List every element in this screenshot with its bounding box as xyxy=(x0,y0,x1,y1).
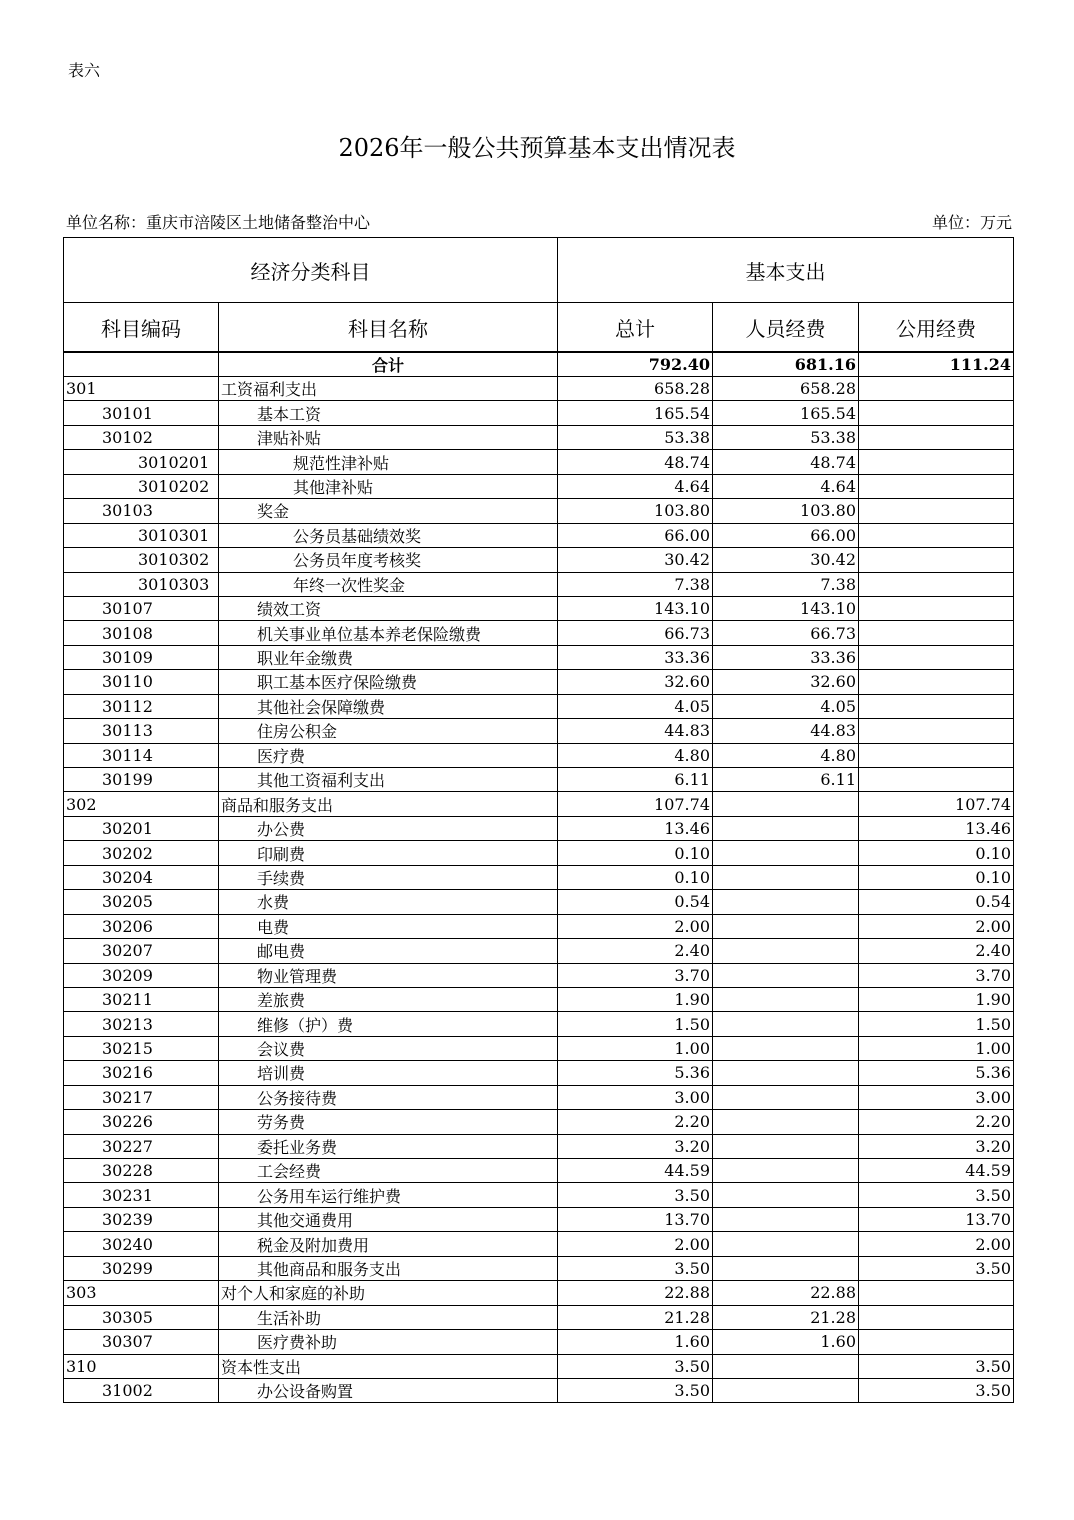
row-name: 其他商品和服务支出 xyxy=(219,1256,558,1280)
row-total: 107.74 xyxy=(558,792,713,816)
row-total: 5.36 xyxy=(558,1061,713,1085)
row-total: 2.40 xyxy=(558,939,713,963)
table-row xyxy=(64,1061,1014,1085)
row-name: 会议费 xyxy=(219,1036,558,1060)
row-public: 3.50 xyxy=(859,1256,1014,1280)
table-row xyxy=(64,401,1014,425)
table-row xyxy=(64,1159,1014,1183)
row-code: 3010302 xyxy=(64,548,219,572)
row-code: 30226 xyxy=(64,1110,219,1134)
row-code: 30213 xyxy=(64,1012,219,1036)
row-personnel: 48.74 xyxy=(713,450,859,474)
table-row xyxy=(64,523,1014,547)
row-code: 30231 xyxy=(64,1183,219,1207)
row-name: 对个人和家庭的补助 xyxy=(219,1281,558,1305)
row-public xyxy=(859,401,1014,425)
row-total: 658.28 xyxy=(558,377,713,401)
row-code: 31002 xyxy=(64,1378,219,1402)
row-personnel: 21.28 xyxy=(713,1305,859,1329)
table-row xyxy=(64,1305,1014,1329)
row-code: 30107 xyxy=(64,596,219,620)
row-name: 邮电费 xyxy=(219,939,558,963)
row-public: 2.00 xyxy=(859,914,1014,938)
unit-of-measure: 单位：万元 xyxy=(931,213,1012,232)
row-name: 工会经费 xyxy=(219,1159,558,1183)
row-code: 30201 xyxy=(64,816,219,840)
row-public: 1.90 xyxy=(859,987,1014,1011)
row-personnel: 7.38 xyxy=(713,572,859,596)
row-name: 工资福利支出 xyxy=(219,377,558,401)
row-total: 13.46 xyxy=(558,816,713,840)
row-code: 30209 xyxy=(64,963,219,987)
row-personnel xyxy=(713,1256,859,1280)
row-code: 303 xyxy=(64,1281,219,1305)
table-row xyxy=(64,743,1014,767)
table-row xyxy=(64,768,1014,792)
page-title: 2026年一般公共预算基本支出情况表 xyxy=(338,134,736,162)
row-public: 3.20 xyxy=(859,1134,1014,1158)
row-name: 税金及附加费用 xyxy=(219,1232,558,1256)
table-row xyxy=(64,377,1014,401)
table-row xyxy=(64,1110,1014,1134)
header-personnel: 人员经费 xyxy=(713,303,859,353)
row-name: 劳务费 xyxy=(219,1110,558,1134)
row-total: 3.00 xyxy=(558,1085,713,1109)
row-public xyxy=(859,425,1014,449)
row-total: 21.28 xyxy=(558,1305,713,1329)
row-name: 生活补助 xyxy=(219,1305,558,1329)
table-row xyxy=(64,474,1014,498)
row-code: 3010202 xyxy=(64,474,219,498)
row-total: 13.70 xyxy=(558,1207,713,1231)
row-personnel: 22.88 xyxy=(713,1281,859,1305)
row-name: 公务员年度考核奖 xyxy=(219,548,558,572)
row-public: 3.50 xyxy=(859,1378,1014,1402)
table-row xyxy=(64,1330,1014,1354)
row-total: 1.00 xyxy=(558,1036,713,1060)
row-personnel xyxy=(713,914,859,938)
row-total: 22.88 xyxy=(558,1281,713,1305)
row-code: 310 xyxy=(64,1354,219,1378)
row-personnel: 66.00 xyxy=(713,523,859,547)
row-public: 2.40 xyxy=(859,939,1014,963)
row-code: 3010301 xyxy=(64,523,219,547)
row-code: 30204 xyxy=(64,865,219,889)
row-total: 3.20 xyxy=(558,1134,713,1158)
row-code: 30228 xyxy=(64,1159,219,1183)
row-code: 30112 xyxy=(64,694,219,718)
row-name: 办公设备购置 xyxy=(219,1378,558,1402)
row-total: 3.50 xyxy=(558,1183,713,1207)
row-personnel: 143.10 xyxy=(713,596,859,620)
row-public: 3.00 xyxy=(859,1085,1014,1109)
row-public xyxy=(859,768,1014,792)
row-code: 30102 xyxy=(64,425,219,449)
row-name: 公务用车运行维护费 xyxy=(219,1183,558,1207)
row-name: 电费 xyxy=(219,914,558,938)
row-personnel: 32.60 xyxy=(713,670,859,694)
row-code: 30217 xyxy=(64,1085,219,1109)
row-total: 4.64 xyxy=(558,474,713,498)
table-row xyxy=(64,1036,1014,1060)
row-public: 1.50 xyxy=(859,1012,1014,1036)
row-personnel xyxy=(713,1159,859,1183)
row-personnel xyxy=(713,1354,859,1378)
row-name: 基本工资 xyxy=(219,401,558,425)
row-name: 培训费 xyxy=(219,1061,558,1085)
table-label: 表六 xyxy=(68,61,101,80)
row-name: 办公费 xyxy=(219,816,558,840)
row-personnel: 44.83 xyxy=(713,719,859,743)
row-code: 30227 xyxy=(64,1134,219,1158)
row-name: 津贴补贴 xyxy=(219,425,558,449)
row-total: 6.11 xyxy=(558,768,713,792)
row-total: 3.50 xyxy=(558,1256,713,1280)
row-code: 30205 xyxy=(64,890,219,914)
row-public xyxy=(859,548,1014,572)
row-name: 职业年金缴费 xyxy=(219,645,558,669)
row-code: 301 xyxy=(64,377,219,401)
row-total: 66.73 xyxy=(558,621,713,645)
table-row xyxy=(64,1256,1014,1280)
row-name: 医疗费 xyxy=(219,743,558,767)
table-row xyxy=(64,1378,1014,1402)
row-code: 30103 xyxy=(64,499,219,523)
header-name: 科目名称 xyxy=(219,303,558,353)
row-public xyxy=(859,1281,1014,1305)
row-personnel: 4.80 xyxy=(713,743,859,767)
row-public: 2.20 xyxy=(859,1110,1014,1134)
row-name: 水费 xyxy=(219,890,558,914)
row-code: 30299 xyxy=(64,1256,219,1280)
table-row xyxy=(64,694,1014,718)
table-row xyxy=(64,499,1014,523)
row-code: 30215 xyxy=(64,1036,219,1060)
row-personnel: 4.05 xyxy=(713,694,859,718)
table-row xyxy=(64,1085,1014,1109)
total-personnel: 681.16 xyxy=(713,352,859,377)
row-name: 差旅费 xyxy=(219,987,558,1011)
table-row xyxy=(64,425,1014,449)
row-public: 2.00 xyxy=(859,1232,1014,1256)
row-total: 3.50 xyxy=(558,1378,713,1402)
row-personnel xyxy=(713,1061,859,1085)
row-total: 7.38 xyxy=(558,572,713,596)
row-total: 53.38 xyxy=(558,425,713,449)
row-total: 103.80 xyxy=(558,499,713,523)
row-personnel: 66.73 xyxy=(713,621,859,645)
row-personnel: 4.64 xyxy=(713,474,859,498)
row-public: 13.46 xyxy=(859,816,1014,840)
table-row xyxy=(64,1134,1014,1158)
row-public: 107.74 xyxy=(859,792,1014,816)
row-personnel xyxy=(713,1134,859,1158)
row-name: 其他津补贴 xyxy=(219,474,558,498)
header-code: 科目编码 xyxy=(64,303,219,353)
table-row xyxy=(64,1207,1014,1231)
row-name: 奖金 xyxy=(219,499,558,523)
row-public: 3.50 xyxy=(859,1183,1014,1207)
row-code: 30101 xyxy=(64,401,219,425)
table-row xyxy=(64,621,1014,645)
row-code: 30114 xyxy=(64,743,219,767)
row-personnel xyxy=(713,1207,859,1231)
row-public xyxy=(859,523,1014,547)
table-row xyxy=(64,987,1014,1011)
row-code: 30207 xyxy=(64,939,219,963)
row-public: 0.10 xyxy=(859,865,1014,889)
total-row xyxy=(64,352,1014,377)
table-row xyxy=(64,572,1014,596)
row-code: 30109 xyxy=(64,645,219,669)
header-row-2 xyxy=(64,303,1014,353)
row-personnel xyxy=(713,1183,859,1207)
header-basic-expenditure: 基本支出 xyxy=(558,238,1014,303)
row-public xyxy=(859,719,1014,743)
row-public xyxy=(859,474,1014,498)
row-total: 66.00 xyxy=(558,523,713,547)
row-name: 机关事业单位基本养老保险缴费 xyxy=(219,621,558,645)
table-row xyxy=(64,841,1014,865)
row-personnel: 103.80 xyxy=(713,499,859,523)
row-total: 48.74 xyxy=(558,450,713,474)
row-public xyxy=(859,377,1014,401)
row-public xyxy=(859,670,1014,694)
row-personnel xyxy=(713,1036,859,1060)
row-name: 医疗费补助 xyxy=(219,1330,558,1354)
row-public: 0.54 xyxy=(859,890,1014,914)
unit-info-row xyxy=(66,210,1012,233)
row-personnel: 1.60 xyxy=(713,1330,859,1354)
table-row xyxy=(64,939,1014,963)
row-name: 资本性支出 xyxy=(219,1354,558,1378)
row-personnel xyxy=(713,890,859,914)
row-name: 职工基本医疗保险缴费 xyxy=(219,670,558,694)
row-personnel xyxy=(713,963,859,987)
row-personnel xyxy=(713,1085,859,1109)
row-public xyxy=(859,621,1014,645)
row-total: 30.42 xyxy=(558,548,713,572)
row-public xyxy=(859,694,1014,718)
row-personnel xyxy=(713,865,859,889)
row-public xyxy=(859,1305,1014,1329)
row-total: 2.00 xyxy=(558,914,713,938)
row-name: 维修（护）费 xyxy=(219,1012,558,1036)
header-public: 公用经费 xyxy=(859,303,1014,353)
table-row xyxy=(64,1354,1014,1378)
row-public: 13.70 xyxy=(859,1207,1014,1231)
row-total: 0.10 xyxy=(558,865,713,889)
row-total: 2.00 xyxy=(558,1232,713,1256)
table-row xyxy=(64,914,1014,938)
row-code: 30216 xyxy=(64,1061,219,1085)
table-row xyxy=(64,816,1014,840)
row-code: 302 xyxy=(64,792,219,816)
table-row xyxy=(64,548,1014,572)
row-code: 30305 xyxy=(64,1305,219,1329)
row-personnel xyxy=(713,792,859,816)
row-personnel xyxy=(713,939,859,963)
row-personnel: 33.36 xyxy=(713,645,859,669)
table-row xyxy=(64,792,1014,816)
table-row xyxy=(64,670,1014,694)
table-row xyxy=(64,1281,1014,1305)
table-row xyxy=(64,450,1014,474)
row-name: 商品和服务支出 xyxy=(219,792,558,816)
row-total: 143.10 xyxy=(558,596,713,620)
row-code: 30206 xyxy=(64,914,219,938)
row-code: 30199 xyxy=(64,768,219,792)
row-name: 其他交通费用 xyxy=(219,1207,558,1231)
row-total: 3.70 xyxy=(558,963,713,987)
row-public xyxy=(859,499,1014,523)
row-public: 1.00 xyxy=(859,1036,1014,1060)
row-name: 公务员基础绩效奖 xyxy=(219,523,558,547)
row-total: 1.60 xyxy=(558,1330,713,1354)
row-total: 4.05 xyxy=(558,694,713,718)
expenditure-table xyxy=(63,237,1014,1403)
row-name: 物业管理费 xyxy=(219,963,558,987)
row-name: 委托业务费 xyxy=(219,1134,558,1158)
row-public: 44.59 xyxy=(859,1159,1014,1183)
row-name: 绩效工资 xyxy=(219,596,558,620)
row-public: 0.10 xyxy=(859,841,1014,865)
row-total: 33.36 xyxy=(558,645,713,669)
unit-name: 单位名称：重庆市涪陵区土地储备整治中心 xyxy=(66,213,371,232)
row-personnel xyxy=(713,987,859,1011)
row-total: 0.54 xyxy=(558,890,713,914)
row-code: 30239 xyxy=(64,1207,219,1231)
total-total: 792.40 xyxy=(558,352,713,377)
row-code: 30110 xyxy=(64,670,219,694)
row-name: 手续费 xyxy=(219,865,558,889)
row-total: 1.50 xyxy=(558,1012,713,1036)
row-code: 30240 xyxy=(64,1232,219,1256)
table-row xyxy=(64,1012,1014,1036)
row-name: 规范性津补贴 xyxy=(219,450,558,474)
row-public: 3.70 xyxy=(859,963,1014,987)
header-total: 总计 xyxy=(558,303,713,353)
table-row xyxy=(64,963,1014,987)
row-code: 30113 xyxy=(64,719,219,743)
table-row xyxy=(64,719,1014,743)
table-row xyxy=(64,865,1014,889)
row-personnel: 165.54 xyxy=(713,401,859,425)
row-public xyxy=(859,645,1014,669)
table-row xyxy=(64,645,1014,669)
row-personnel: 53.38 xyxy=(713,425,859,449)
total-public: 111.24 xyxy=(859,352,1014,377)
table-row xyxy=(64,1232,1014,1256)
row-personnel: 30.42 xyxy=(713,548,859,572)
table-row xyxy=(64,596,1014,620)
row-personnel xyxy=(713,1012,859,1036)
row-total: 165.54 xyxy=(558,401,713,425)
row-name: 其他工资福利支出 xyxy=(219,768,558,792)
row-public xyxy=(859,572,1014,596)
row-public: 5.36 xyxy=(859,1061,1014,1085)
row-total: 1.90 xyxy=(558,987,713,1011)
row-public: 3.50 xyxy=(859,1354,1014,1378)
row-code: 3010201 xyxy=(64,450,219,474)
row-personnel: 658.28 xyxy=(713,377,859,401)
row-personnel xyxy=(713,1378,859,1402)
row-code: 30307 xyxy=(64,1330,219,1354)
row-code: 3010303 xyxy=(64,572,219,596)
row-personnel xyxy=(713,816,859,840)
row-code: 30211 xyxy=(64,987,219,1011)
row-public xyxy=(859,596,1014,620)
row-public xyxy=(859,1330,1014,1354)
row-personnel: 6.11 xyxy=(713,768,859,792)
row-name: 印刷费 xyxy=(219,841,558,865)
table-row xyxy=(64,1183,1014,1207)
row-total: 0.10 xyxy=(558,841,713,865)
row-total: 32.60 xyxy=(558,670,713,694)
row-total: 2.20 xyxy=(558,1110,713,1134)
header-economic-class: 经济分类科目 xyxy=(64,238,558,303)
row-personnel xyxy=(713,841,859,865)
row-code: 30108 xyxy=(64,621,219,645)
row-name: 年终一次性奖金 xyxy=(219,572,558,596)
table-row xyxy=(64,890,1014,914)
row-total: 3.50 xyxy=(558,1354,713,1378)
row-public xyxy=(859,743,1014,767)
row-personnel xyxy=(713,1232,859,1256)
row-public xyxy=(859,450,1014,474)
row-name: 其他社会保障缴费 xyxy=(219,694,558,718)
total-code-cell xyxy=(64,352,219,377)
row-name: 住房公积金 xyxy=(219,719,558,743)
row-total: 44.83 xyxy=(558,719,713,743)
row-total: 44.59 xyxy=(558,1159,713,1183)
row-personnel xyxy=(713,1110,859,1134)
total-label: 合计 xyxy=(219,352,558,377)
row-code: 30202 xyxy=(64,841,219,865)
row-name: 公务接待费 xyxy=(219,1085,558,1109)
header-row-1 xyxy=(64,238,1014,303)
row-total: 4.80 xyxy=(558,743,713,767)
